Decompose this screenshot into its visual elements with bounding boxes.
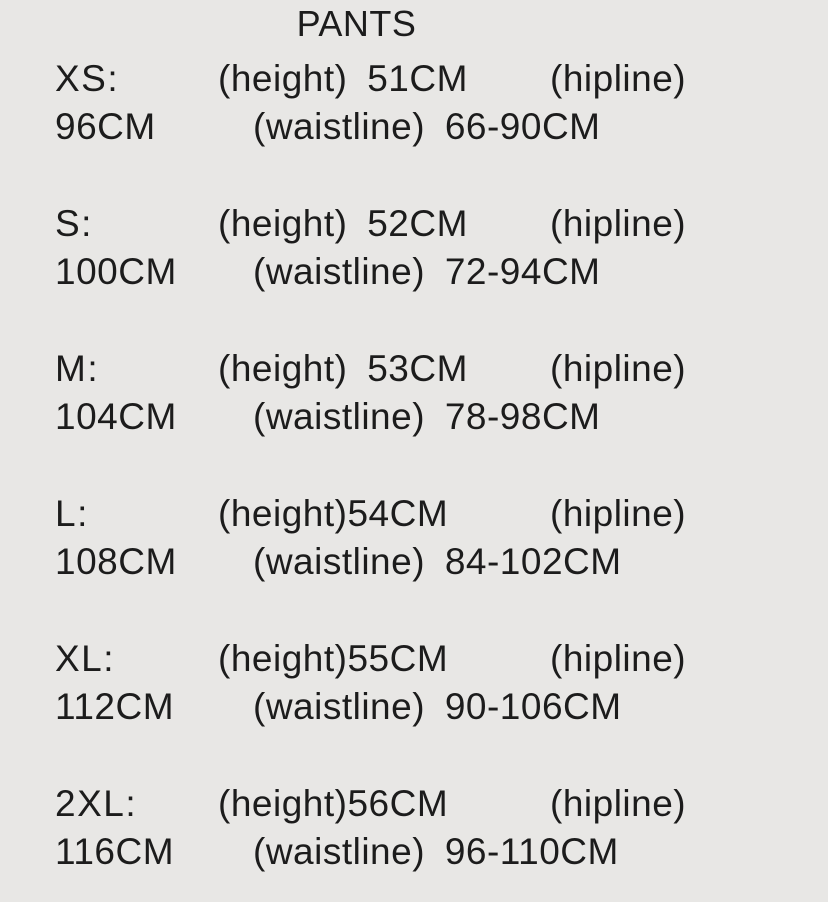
hipline-value: 100CM — [55, 251, 177, 292]
size-line-1 — [55, 345, 788, 393]
hipline-label: (hipline) — [550, 58, 687, 99]
hipline-label: (hipline) — [550, 348, 687, 389]
size-line-1 — [55, 55, 788, 103]
hipline-label: (hipline) — [550, 493, 687, 534]
waistline-value: (waistline) 96-110CM — [253, 831, 619, 872]
size-row-m — [55, 345, 788, 441]
hipline-label: (hipline) — [550, 783, 687, 824]
size-line-1 — [55, 490, 788, 538]
waistline-value: (waistline) 66-90CM — [253, 106, 601, 147]
hipline-value: 104CM — [55, 396, 177, 437]
size-row-xs — [55, 55, 788, 151]
size-row-xl — [55, 635, 788, 731]
size-line-1 — [55, 780, 788, 828]
size-label: S: — [55, 203, 93, 244]
hipline-value: 116CM — [55, 831, 175, 872]
size-row-l — [55, 490, 788, 586]
size-line-2 — [55, 538, 788, 586]
height-value: (height) 53CM — [218, 348, 468, 389]
waistline-value: (waistline) 72-94CM — [253, 251, 601, 292]
waistline-value: (waistline) 84-102CM — [253, 541, 622, 582]
waistline-value: (waistline) 90-106CM — [253, 686, 622, 727]
size-line-2 — [55, 103, 788, 151]
size-line-2 — [55, 248, 788, 296]
hipline-label: (hipline) — [550, 638, 687, 679]
height-value: (height)56CM — [218, 783, 449, 824]
waistline-value: (waistline) 78-98CM — [253, 396, 601, 437]
hipline-value: 108CM — [55, 541, 177, 582]
height-value: (height)54CM — [218, 493, 449, 534]
height-value: (height)55CM — [218, 638, 449, 679]
size-line-2 — [55, 683, 788, 731]
size-label: XS: — [55, 58, 120, 99]
size-label: L: — [55, 493, 89, 534]
size-line-2 — [55, 393, 788, 441]
hipline-label: (hipline) — [550, 203, 687, 244]
size-label: 2XL: — [55, 783, 138, 824]
height-value: (height) 51CM — [218, 58, 468, 99]
size-label: M: — [55, 348, 100, 389]
page-title: PANTS — [296, 3, 417, 44]
height-value: (height) 52CM — [218, 203, 468, 244]
size-row-2xl — [55, 780, 788, 876]
size-row-s — [55, 200, 788, 296]
hipline-value: 96CM — [55, 106, 156, 147]
size-line-1 — [55, 200, 788, 248]
size-label: XL: — [55, 638, 116, 679]
size-line-1 — [55, 635, 788, 683]
hipline-value: 112CM — [55, 686, 175, 727]
size-line-2 — [55, 828, 788, 876]
